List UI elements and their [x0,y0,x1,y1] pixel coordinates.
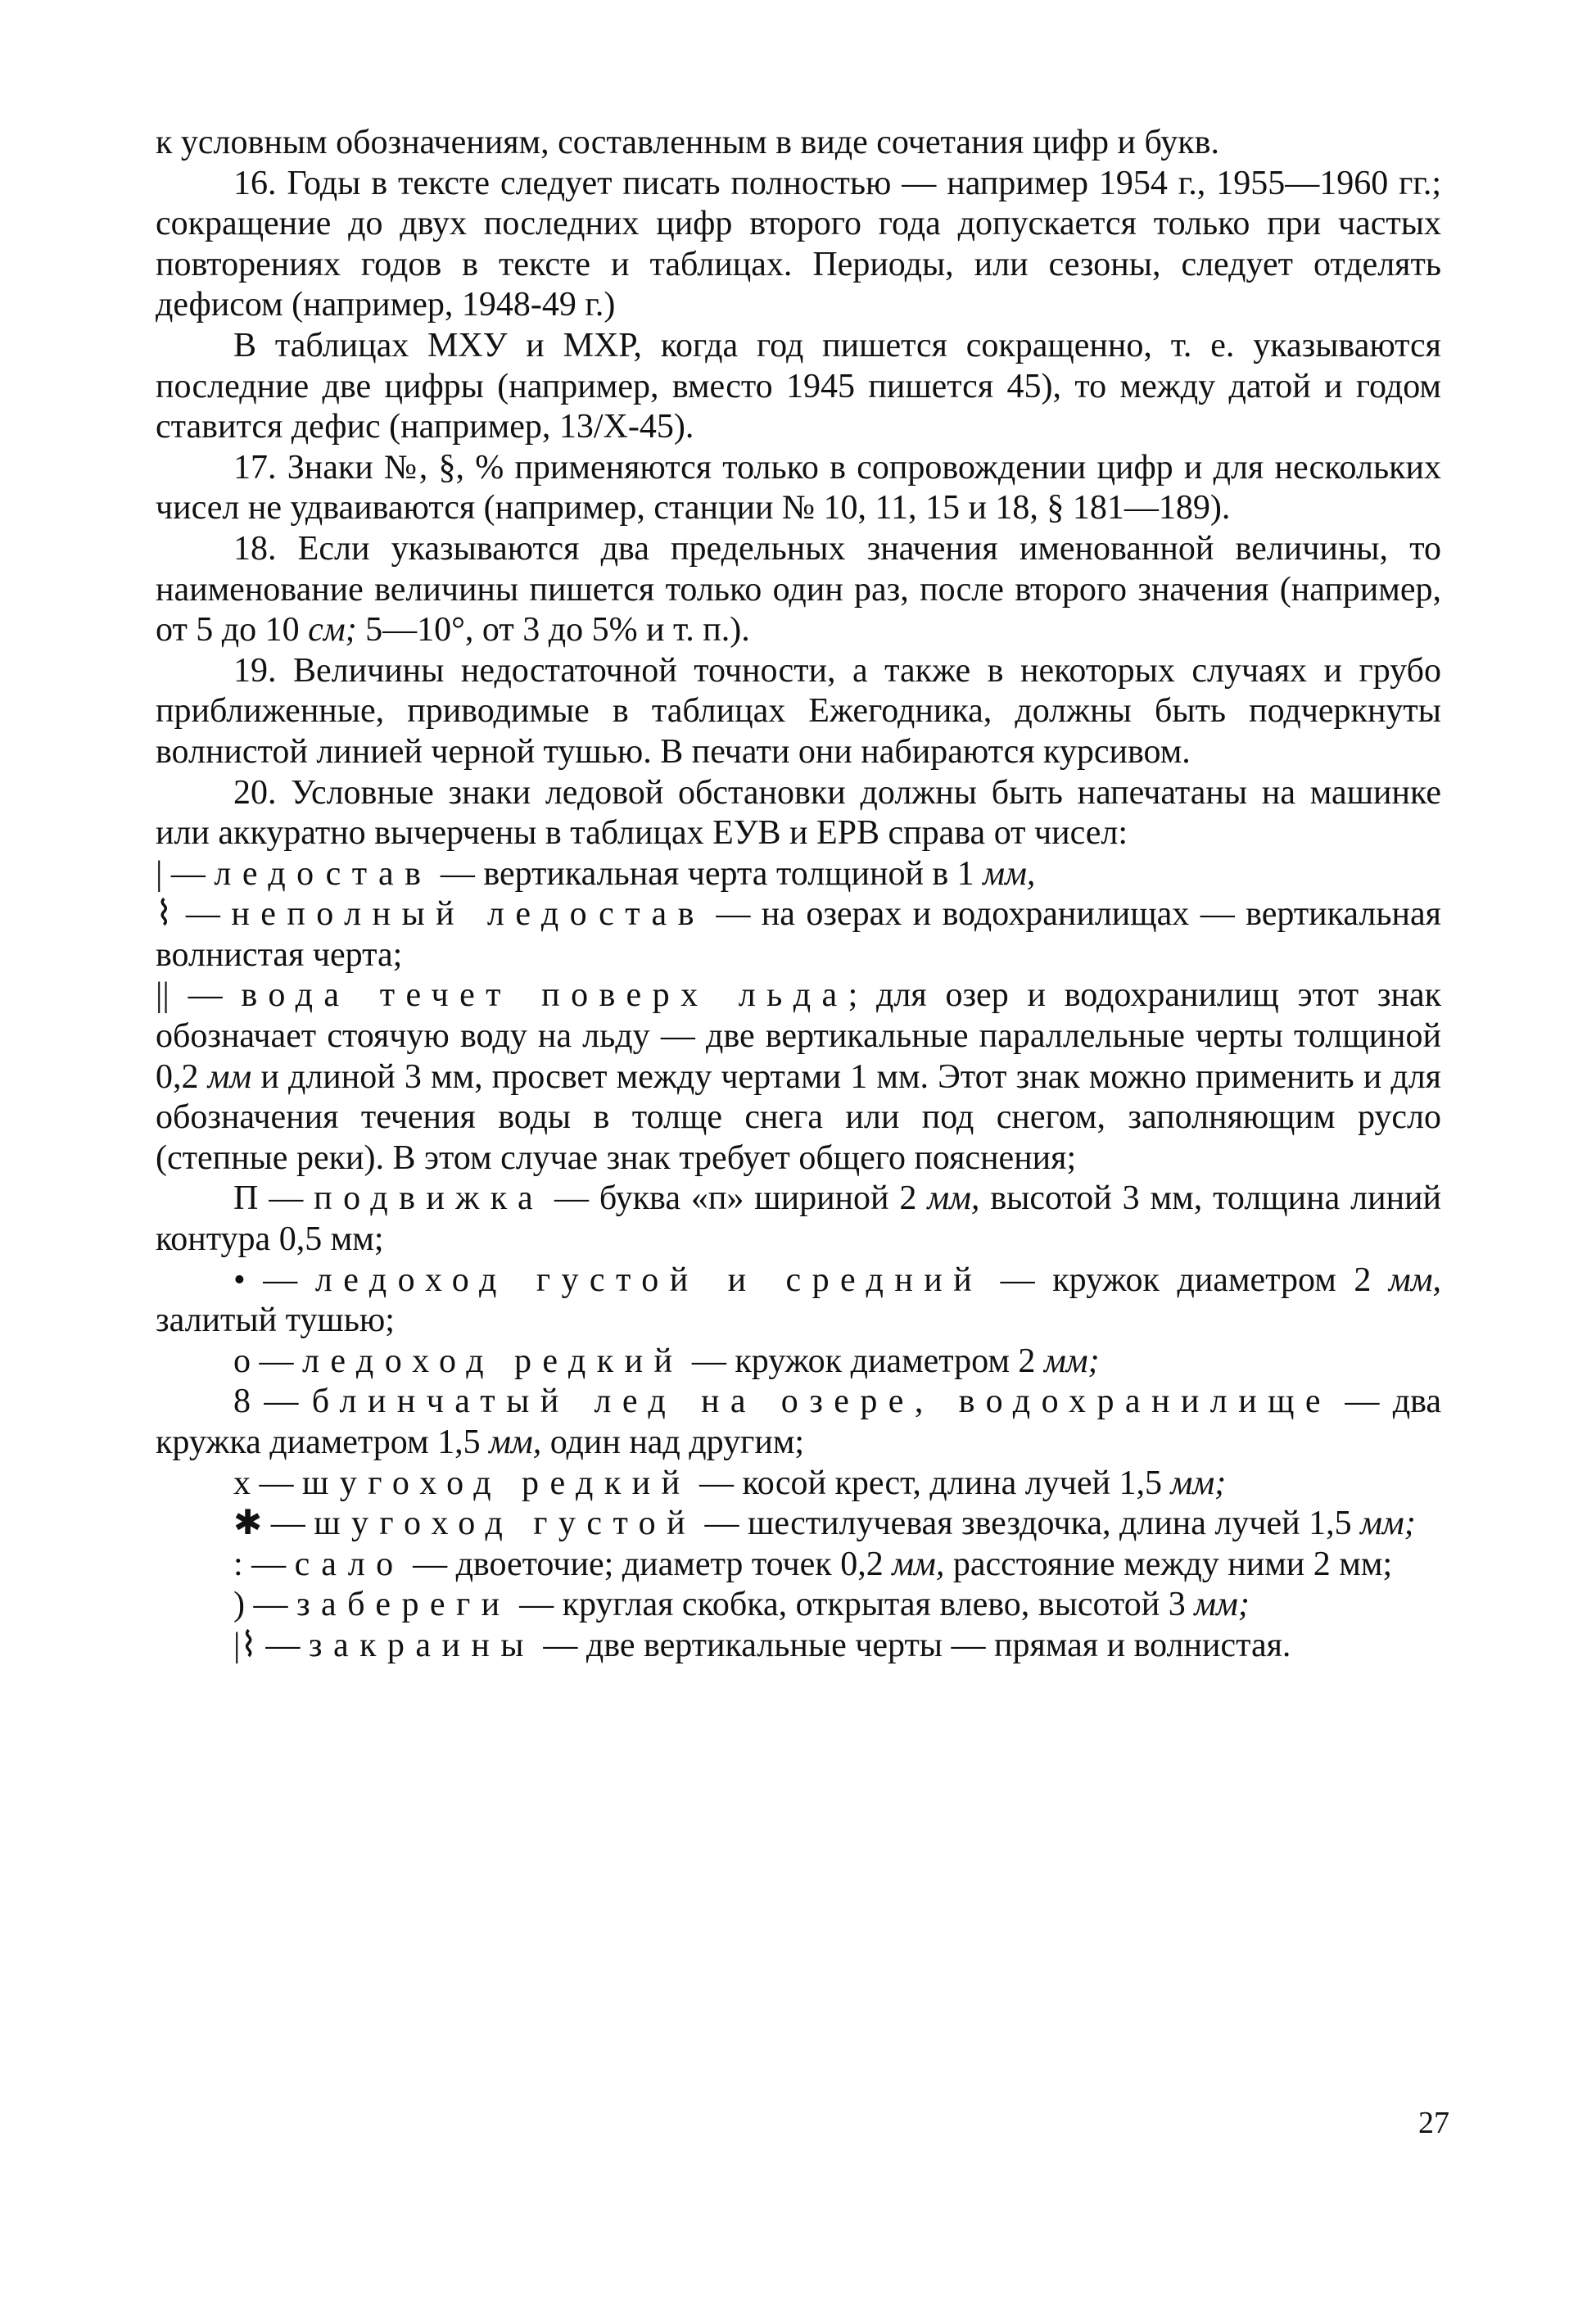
paragraph-16: 16. Годы в тексте следует писать полностью — например 1954 г., 1955—1960 гг.; сокращение до двух последних цифр второго года допускается только при частых повторениях годов в тексте и таблицах. Периоды, или сезоны, следует отделять дефисом (например, 1948-49 г.) [156,164,1441,324]
symbol-unit: мм; [1360,1505,1416,1543]
symbol-glyph: ⌇ [156,895,175,934]
symbol-term: ледоход густой и средний [314,1261,983,1299]
symbol-term: вода течет поверх льда [241,976,848,1015]
symbol-term: шугоход редкий [302,1464,691,1502]
paragraph-18-text-end: 5—10°, от 3 до 5% и т. п.). [356,611,750,650]
symbol-description-end: один над другим; [541,1424,805,1461]
symbol-unit: мм, [927,1179,980,1218]
paragraph-18-text: 18. Если указываются два предельных значения именованной величины, то наименование величины пишется только один раз, после второго значения (например, от 5 до 10 [156,529,1441,650]
symbol-description-end: залитый тушью; [156,1301,395,1340]
symbol-term: ледостав [214,854,432,893]
symbol-term: блинчатый лед на озере, водохранилище [311,1383,1332,1421]
symbol-glyph: П [233,1179,259,1218]
symbol-entry: | — ледостав — вертикальная черта толщиной в 1 мм, [156,854,1036,893]
symbol-entry: || — вода течет поверх льда; для озер и водохранилищ этот знак обозначает стоячую воду на льду — две вертикальные параллельные черты толщиной 0,2 мм и длиной 3 мм, просвет между чертами 1 мм. Этот знак можно применить и для обозначения течения воды в толще снега или под снегом, заполняющим русло (степные реки). В этом случае знак требует общего пояснения; [156,976,1442,1177]
symbol-description: кружок диаметром 2 [1052,1261,1389,1299]
symbol-entry: П — подвижка — буква «п» шириной 2 мм, высотой 3 мм, толщина линий контура 0,5 мм; [156,1179,1442,1259]
symbol-term: шугоход густой [314,1505,697,1543]
symbol-entry: • — ледоход густой и средний — кружок диаметром 2 мм, залитый тушью; [156,1261,1442,1340]
symbol-description: ; для озер и водохранилищ этот знак обозначает стоячую воду на льду — две вертикальные параллельные черты толщиной 0,2 [156,976,1442,1096]
symbol-description: круглая скобка, открытая влево, высотой 3 [562,1586,1195,1624]
symbol-unit: мм; [1194,1586,1250,1624]
paragraph-17: 17. Знаки №, §, % применяются только в сопровождении цифр и для нескольких чисел не удваиваются (например, станции № 10, 11, 15 и 18, § 181—189). [156,448,1441,527]
symbol-unit: мм, [983,854,1036,893]
paragraph-18-unit: см; [308,611,357,650]
symbol-description: вертикальная черта толщиной в 1 [483,854,983,893]
symbol-term: неполный ледостав [231,895,705,934]
symbol-description: два кружка диаметром 1,5 [156,1383,1441,1461]
symbol-glyph: 8 [233,1383,251,1421]
symbol-term: ледоход редкий [302,1342,684,1380]
paragraph-16-continued: В таблицах МХУ и МХР, когда год пишется сокращенно, т. е. указываются последние две цифры (например, вместо 1945 пишется 45), то между датой и годом ставится дефис (например, 13/Х-45). [156,326,1441,446]
symbol-description: две вертикальные черты — прямая и волнистая. [586,1626,1291,1664]
symbol-glyph: : [233,1545,243,1583]
symbol-entry: |⌇ — закраины — две вертикальные черты — прямая и волнистая. [233,1626,1291,1664]
symbol-unit: мм, [892,1545,945,1583]
symbol-entry: о — ледоход редкий — кружок диаметром 2 мм; [233,1342,1100,1380]
paragraph-19: 19. Величины недостаточной точности, а также в некоторых случаях и грубо приближенные, приводимые в таблицах Ежегодника, должны быть подчеркнуты волнистой линией черной тушью. В печати они набираются курсивом. [156,651,1441,771]
symbol-term: забереги [296,1586,511,1624]
symbol-description: двоеточие; диаметр точек 0,2 [455,1545,893,1583]
symbol-description: косой крест, длина лучей 1,5 [742,1464,1171,1502]
symbol-description-end: расстояние между ними 2 мм; [944,1545,1393,1583]
symbol-term: закраины [308,1626,535,1664]
symbol-unit: мм, [489,1424,542,1461]
symbol-entry: ✱ — шугоход густой — шестилучевая звездочка, длина лучей 1,5 мм; [233,1505,1416,1543]
symbol-description: шестилучевая звездочка, длина лучей 1,5 [748,1505,1361,1543]
symbol-glyph: о [233,1342,251,1380]
symbol-entry: х — шугоход редкий — косой крест, длина лучей 1,5 мм; [233,1464,1227,1502]
symbol-unit: мм; [1043,1342,1100,1380]
symbol-glyph: ✱ [233,1505,263,1543]
symbol-term: подвижка [314,1179,545,1218]
symbol-unit: мм, [1388,1261,1442,1299]
symbol-unit: мм; [1170,1464,1227,1502]
symbol-glyph: • [233,1261,246,1299]
symbol-glyph: |⌇ [233,1626,257,1664]
symbol-entry: ) — забереги — круглая скобка, открытая влево, высотой 3 мм; [233,1586,1250,1624]
ice-symbol-list [156,854,1441,1667]
symbol-description: на озерах и водохранилищах — вертикальная волнистая черта; [156,895,1441,974]
symbol-term: сало [294,1545,405,1583]
paragraph-intro: к условным обозначениям, составленным в виде сочетания цифр и букв. [156,124,1219,161]
symbol-glyph: | [156,854,163,893]
symbol-description-end: и длиной 3 мм, просвет между чертами 1 мм. Этот знак можно применить и для обозначения течения воды в толще снега или под снегом, заполняющим русло (степные реки). В этом случае знак требует общего пояснения; [156,1057,1441,1177]
symbol-entry: 8 — блинчатый лед на озере, водохранилище — два кружка диаметром 1,5 мм, один над другим; [156,1383,1441,1461]
symbol-unit: мм [207,1057,252,1096]
symbol-description: кружок диаметром 2 [735,1342,1044,1380]
symbol-description-end: высотой 3 мм, толщина линий контура 0,5 мм; [156,1179,1442,1259]
paragraph-20: 20. Условные знаки ледовой обстановки должны быть напечатаны на машинке или аккуратно вычерчены в таблицах ЕУВ и ЕРВ справа от чисел: [156,773,1441,853]
document-page [156,123,1441,1667]
paragraph-18 [156,529,1441,651]
symbol-glyph: || [156,976,170,1015]
symbol-description: буква «п» шириной 2 [599,1179,928,1218]
symbol-glyph: ) [233,1586,245,1624]
symbol-glyph: х [233,1464,251,1502]
page-number: 27 [1418,2106,1449,2140]
symbol-entry: : — сало — двоеточие; диаметр точек 0,2 мм, расстояние между ними 2 мм; [233,1545,1393,1583]
symbol-entry: ⌇ — неполный ледостав — на озерах и водохранилищах — вертикальная волнистая черта; [156,895,1441,974]
